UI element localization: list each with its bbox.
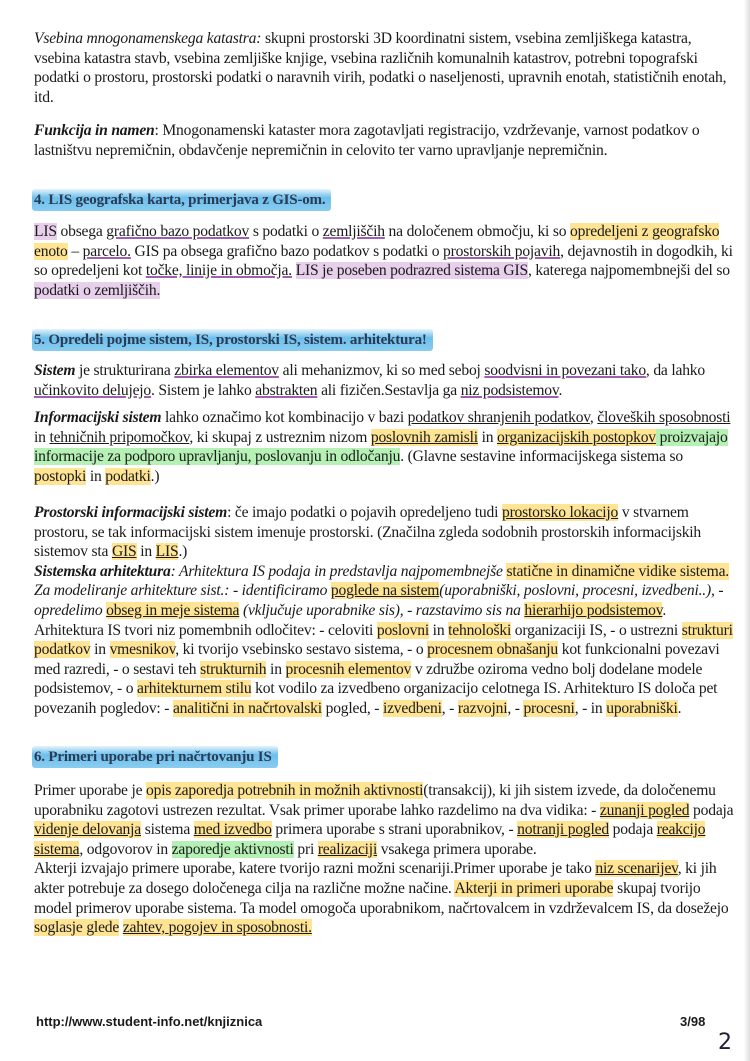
highlighted-text: točke, linije in območja. (145, 262, 292, 280)
highlighted-text: procesnih elementov (285, 660, 412, 678)
highlighted-text: realizaciji (317, 840, 378, 858)
text-run: podaja (608, 821, 657, 839)
highlighted-text: Funkcija in namen (34, 122, 155, 139)
highlighted-text: podatkov shranjenih podatkov (407, 409, 590, 426)
text-run: ali mehanizmov, ki so med seboj (278, 362, 485, 379)
text-run: organizaciji IS, - o ustrezni (511, 621, 682, 639)
text-run: , ki skupaj z ustreznim nizom (189, 428, 371, 446)
highlighted-text: poslovnih zamisli (370, 428, 478, 446)
text-run: Akterji izvajajo primere uporabe, katere tvorijo razni možni scenariji.Primer uporabe je tako (34, 860, 596, 878)
text-run: , - (507, 699, 524, 717)
text-run: v stvarnem prostoru, se tak informacijski sistem imenuje prostorski. (Značilna zgleda sodobnih prostorskih informacijskih sistemov sta (34, 504, 702, 561)
footer-page-number: 3/98 (680, 1014, 706, 1029)
handwritten-page-number: 2 (718, 1030, 732, 1055)
highlighted-text: abstrakten (255, 381, 318, 399)
heading-highlight (32, 329, 433, 351)
text-run: , da lahko (645, 362, 705, 379)
text-run: , ki jih akter potrebuje za dosego določenega cilja na različne možne načine. (34, 860, 717, 897)
paragraph (34, 781, 734, 938)
highlighted-text: tehničnih pripomočkov (49, 428, 190, 446)
highlighted-text: arhitekturnem stilu (137, 680, 252, 698)
highlighted-text: poslovni (376, 621, 429, 639)
highlighted-text: Prostorski informacijski sistem (34, 504, 228, 521)
highlighted-text: zunanji pogled (599, 801, 690, 819)
paragraph (34, 29, 734, 107)
text-run: , (589, 409, 598, 426)
text-run: , odgovorov in (79, 840, 172, 858)
highlighted-text: organizacijskih postopkov (497, 428, 656, 446)
highlighted-text: zahtev, pogojev in sposobnosti. (122, 919, 312, 937)
highlighted-text: analitični in načrtovalski (172, 699, 322, 717)
text-run: . (558, 381, 563, 399)
text-run: : Mnogonamenski kataster mora zagotavljati registracijo, vzdrževanje, varnost podatkov o lastništvu nepremičnin, obdavčenje nepremičnin in celovito ter varno upravljanje nepremičnin. (34, 122, 700, 159)
highlighted-text: tehnološki (448, 621, 512, 639)
text-run: .) (178, 543, 188, 561)
highlighted-text: LIS (155, 543, 179, 561)
text-run: (uporabniški, poslovni, procesni, izvedbeni..), - opredelimo (34, 582, 724, 619)
highlighted-text: procesnem obnašanju (427, 641, 559, 659)
heading-highlight (32, 746, 278, 768)
text-run: Primer uporabe je (34, 782, 147, 799)
highlighted-text: statične in dinamične vidike sistema. (506, 562, 730, 580)
text-run: s podatki o (249, 223, 323, 240)
highlighted-text: soglasje glede (34, 919, 120, 937)
paragraph (34, 408, 734, 486)
highlighted-text: uporabniški (606, 699, 678, 717)
text-run: sistema (141, 821, 194, 839)
paragraph (34, 503, 734, 719)
highlighted-text: poglede na sistem (330, 582, 440, 600)
text-run: .) (150, 467, 160, 485)
highlighted-text: soodvisni in povezani tako (484, 362, 646, 379)
text-run: skupni prostorski 3D koordinatni sistem, vsebina zemljiškega katastra, vsebina katastra stavb, vsebina zemljiške knjige, vsebina različnih komunalnih katastrov, potrebni topografski podatki o prostoru, prostorski podatki o naravnih virih, podatki o naseljenosti, upravnih enotah, statističnih enotah, itd. (34, 30, 727, 106)
text-run: obsega (56, 223, 107, 240)
highlighted-text: grafično bazo podatkov (106, 223, 250, 240)
text-run: (transakcij), ki jih sistem izvede, da določenemu uporabniku zagotovi ustrezen rezultat. Vsak primer uporabe lahko razdelimo na dva vidika: - (34, 782, 716, 819)
text-run: 4. LIS geografska karta, primerjava z GIS-om. (34, 192, 326, 208)
text-run: na določenem območju, ki so (384, 223, 571, 240)
text-run: Vsebina mnogonamenskega katastra: (34, 30, 262, 47)
text-run: , - in (574, 699, 607, 717)
section-heading (34, 746, 734, 768)
highlighted-text: prostorsko lokacijo (501, 504, 619, 521)
text-run: ali fizičen.Sestavlja ga (317, 381, 461, 399)
text-run: in (136, 543, 156, 561)
text-run: pri (293, 840, 318, 858)
highlighted-text: niz scenarijev (595, 860, 678, 878)
text-run: lahko označimo kot kombinacijo v bazi (161, 409, 408, 426)
highlighted-text: obseg in meje sistema (106, 601, 240, 619)
text-run: (vključuje uporabnike sis), - razstavimo sis na (239, 601, 525, 619)
highlighted-text: GIS (111, 543, 137, 561)
text-run: : Arhitektura IS podaja in predstavlja najpomembnejše (170, 562, 507, 580)
text-run: Za modeliranje arhitekture sist.: - identificiramo (34, 582, 331, 600)
highlighted-text: proizvajajo informacije za podporo upravljanju, poslovanju in odločanju (34, 428, 728, 466)
highlighted-text: hierarhijo podsistemov (524, 601, 663, 619)
highlighted-text: procesni (523, 699, 575, 717)
highlighted-text: podatki (105, 467, 151, 485)
highlighted-text: reakcijo sistema (34, 821, 706, 858)
text-run: in (86, 467, 106, 485)
highlighted-text: Sistem (34, 362, 76, 379)
text-run: in (34, 428, 50, 446)
text-run: – (67, 242, 83, 260)
text-run: . (Glavne sestavine informacijskega sistema so (400, 448, 683, 466)
highlighted-text: razvojni (457, 699, 508, 717)
text-run: GIS pa obsega grafično bazo podatkov s podatki o (130, 242, 444, 260)
highlighted-text: podatki o zemljiščih. (34, 281, 161, 299)
text-run: in (428, 621, 449, 639)
text-run: vsakega primera uporabe. (377, 840, 537, 858)
highlighted-text: vmesnikov (109, 641, 176, 659)
highlighted-text: parcelo. (82, 242, 131, 260)
section-heading (34, 329, 734, 351)
text-run: skupaj tvorijo model primerov uporabe sistema. Ta model omogoča uporabnikom, načrtovalcem in vzdrževalcem IS, da dosežejo (34, 879, 729, 917)
highlighted-text: Sistemska arhitektura (34, 562, 171, 580)
text-run: podaja (689, 801, 734, 819)
text-run: . Arhitektura IS tvori niz pomembnih odločitev: - celoviti (34, 601, 667, 639)
text-run: . (677, 699, 682, 717)
highlighted-text: zaporedje aktivnosti (171, 840, 294, 858)
paragraph (34, 121, 734, 160)
highlighted-text: strukturi podatkov (34, 621, 733, 659)
highlighted-text: niz podsistemov (460, 381, 559, 399)
text-run: . Sistem je lahko (151, 381, 256, 399)
heading-highlight (32, 189, 331, 211)
highlighted-text: učinkovito delujejo (34, 381, 152, 399)
highlighted-text: postopki (34, 467, 87, 485)
text-run: primera uporabe s strani uporabnikov, - (271, 821, 518, 839)
text-run: : če imajo podatki o pojavih opredeljeno tudi (227, 504, 502, 521)
highlighted-text: videnje delovanja (34, 821, 142, 839)
text-run: , - (441, 699, 458, 717)
highlighted-text: izvedbeni (382, 699, 442, 717)
text-run: , dejavnostih in dogodkih, ki so opredeljeni kot (34, 242, 733, 280)
highlighted-text: med izvedbo (193, 821, 272, 839)
text-run: kot funkcionalni povezavi med razredi, - o sestavi teh (34, 641, 720, 678)
highlighted-text: Informacijski sistem (34, 409, 162, 426)
text-run: 6. Primeri uporabe pri načrtovanju IS (34, 749, 272, 765)
footer-url: http://www.student-info.net/knjiznica (36, 1014, 263, 1029)
text-run: kot vodilo za izvedbeno organizacijo celotnega IS. Arhitekturo IS določa pet povezanih pogledov: - (34, 680, 718, 717)
highlighted-text: notranji pogled (517, 821, 609, 839)
highlighted-text: prostorskih pojavih (443, 242, 561, 260)
highlighted-text: LIS (34, 223, 57, 240)
text-run: in (90, 641, 110, 659)
paragraph (34, 222, 734, 300)
paragraph (34, 361, 734, 400)
text-run: , ki tvorijo vsebinsko sestavo sistema, - o (175, 641, 428, 659)
highlighted-text: zemljiščih (322, 223, 385, 240)
highlighted-text: LIS je poseben podrazred sistema GIS (295, 262, 528, 280)
text-run: 5. Opredeli pojme sistem, IS, prostorski IS, sistem. arhitektura! (34, 332, 427, 348)
text-run: je strukturirana (75, 362, 175, 379)
highlighted-text: človeških sposobnosti (597, 409, 731, 426)
highlighted-text: zbirka elementov (174, 362, 279, 379)
text-run: in (477, 428, 498, 446)
scan-edge-shadow (744, 0, 750, 1061)
text-run: v združbe oziroma vedno bolj dodelane modele podsistemov, - o (34, 660, 703, 698)
highlighted-text: opredeljeni z geografsko enoto (34, 223, 720, 260)
highlighted-text: Akterji in primeri uporabe (454, 879, 614, 897)
text-run: , katerega najpomembnejši del so (527, 262, 730, 280)
highlighted-text: opis zaporedja potrebnih in možnih aktivnosti (146, 782, 424, 799)
text-run: pogled, - (321, 699, 383, 717)
section-heading (34, 189, 734, 211)
text-run: in (266, 660, 286, 678)
highlighted-text: strukturnih (200, 660, 267, 678)
